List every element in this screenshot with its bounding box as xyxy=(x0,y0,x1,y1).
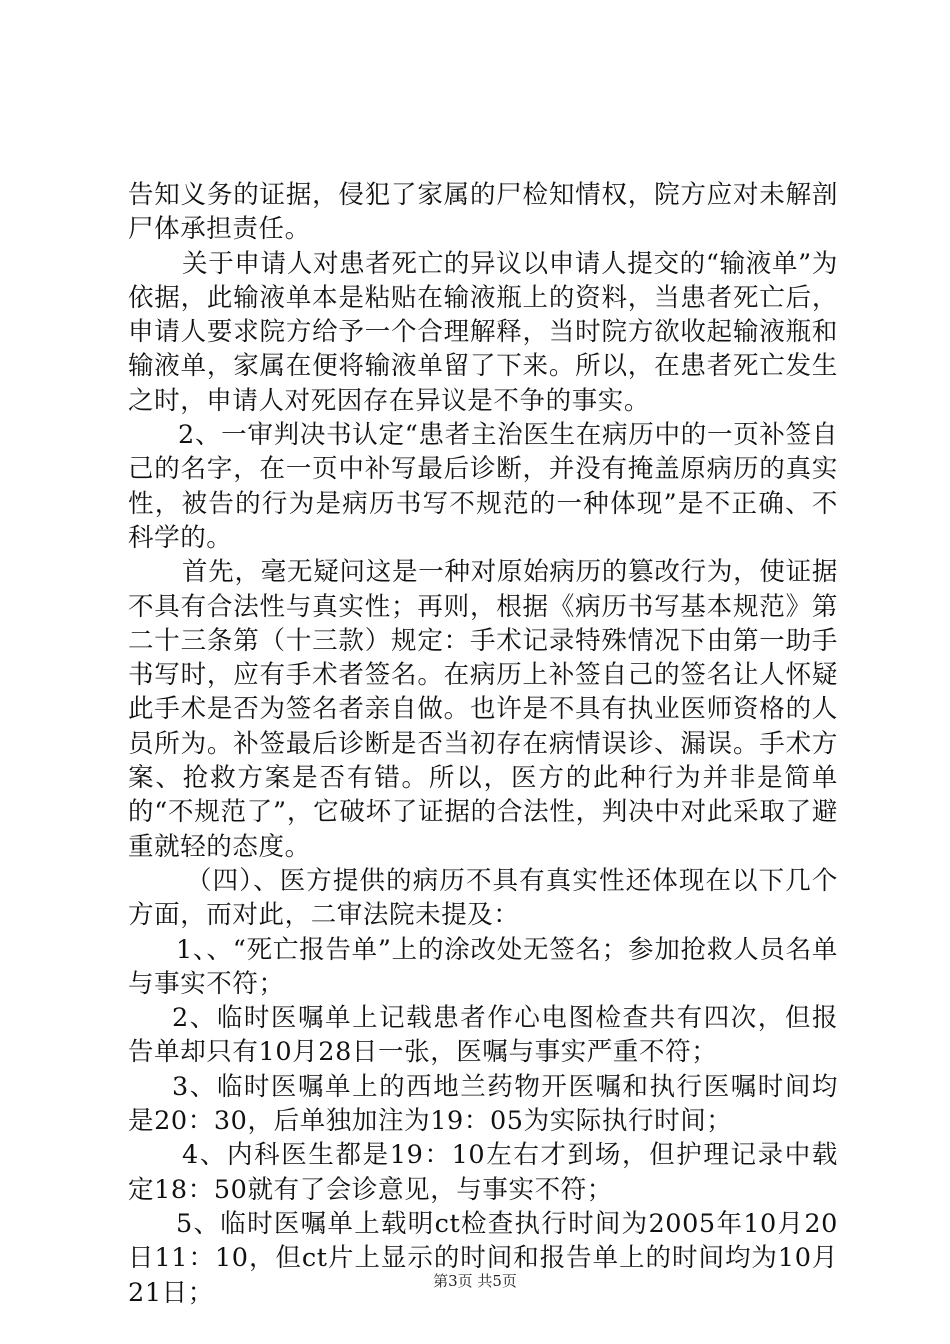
paragraph-section-4: （四）、医方提供的病历不具有真实性还体现在以下几个方面，而对此，二审法院未提及： xyxy=(128,865,838,931)
paragraph-continuation: 告知义务的证据，侵犯了家属的尸检知情权，院方应对未解剖尸体承担责任。 xyxy=(128,180,838,245)
list-item-5: 5、临时医嘱单上载明ct检查执行时间为2005年10月20日11：10，但ct片上显示的时间和报告单上的时间均为10月21日； xyxy=(128,1208,838,1308)
list-item-1: 1、、“死亡报告单”上的涂改处无签名；参加抢救人员名单与事实不符； xyxy=(128,934,838,999)
list-item-3: 3、临时医嘱单上的西地兰药物开医嘱和执行医嘱时间均是20：30，后单独加注为19：05为实际执行时间； xyxy=(128,1071,838,1137)
paragraph-point-2: 2、一审判决书认定“患者主治医生在病历中的一页补签自己的名字，在一页中补写最后诊断，并没有掩盖原病历的真实性，被告的行为是病历书写不规范的一种体现”是不正确、不科学的。 xyxy=(128,420,838,553)
page-footer xyxy=(0,1270,950,1291)
page-number-label: 第3页 共5页 xyxy=(433,1272,517,1290)
paragraph-infusion-sheet: 关于申请人对患者死亡的异议以申请人提交的“输液单”为依据，此输液单本是粘贴在输液瓶上的资料，当患者死亡后，申请人要求院方给予一个合理解释，当时院方欲收起输液瓶和输液单，家属在便将输液单留了下来。所以，在患者死亡发生之时，申请人对死因存在异议是不争的事实。 xyxy=(128,248,838,416)
document-body xyxy=(128,178,838,1310)
list-item-2: 2、临时医嘱单上记载患者作心电图检查共有四次，但报告单却只有10月28日一张，医嘱与事实严重不符； xyxy=(128,1003,838,1068)
list-item-4: 4、内科医生都是19：10左右才到场，但护理记录中载定18：50就有了会诊意见，与事实不符； xyxy=(128,1140,838,1205)
paragraph-firstly: 首先，毫无疑问这是一种对原始病历的篡改行为，使证据不具有合法性与真实性；再则，根据《病历书写基本规范》第二十三条第（十三款）规定：手术记录特殊情况下由第一助手书写时，应有手术者签名。在病历上补签自己的签名让人怀疑此手术是否为签名者亲自做。也许是不具有执业医师资格的人员所为。补签最后诊断是否当初存在病情误诊、漏误。手术方案、抢救方案是否有错。所以，医方的此种行为并非是简单的“不规范了”，它破坏了证据的合法性，判决中对此采取了避重就轻的态度。 xyxy=(128,557,838,862)
